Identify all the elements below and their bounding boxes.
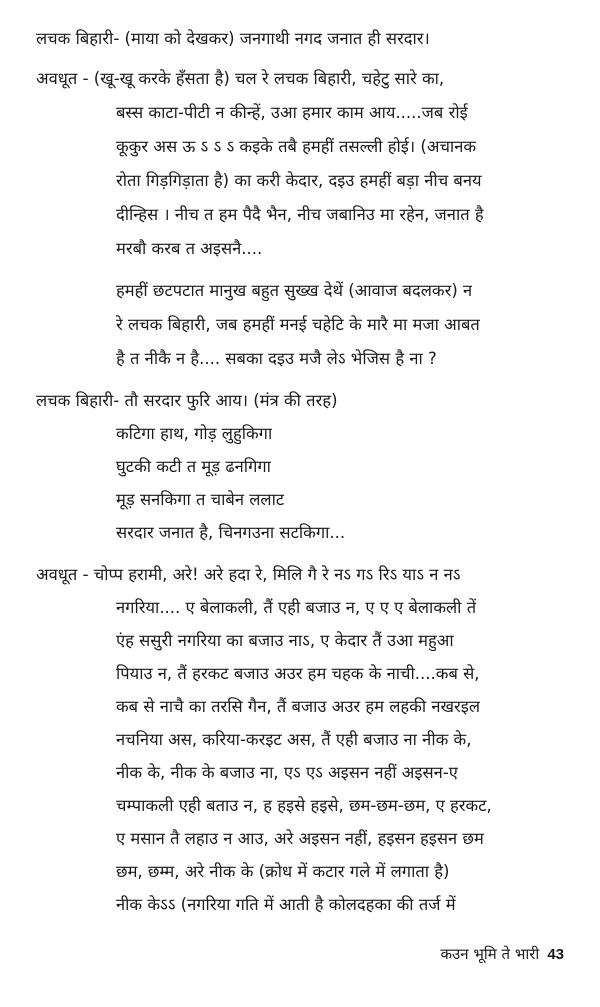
text-line: कब से नाचै का तरसि गैन, तैं बजाउ अउर हम लहकी नखरइल bbox=[116, 697, 481, 716]
page-number: 43 bbox=[547, 946, 564, 963]
text-line: सरदार जनात है, चिनगउना सटकिगा... bbox=[116, 523, 346, 542]
text-line: हमहीं छटपटात मानुख बहुत सुख्ख देथें (आवाज बदलकर) न bbox=[116, 281, 473, 300]
text-line: नीक केऽऽ (नगरिया गति में आती है कोलदहका की तर्ज में bbox=[116, 895, 456, 914]
text-line: रे लचक बिहारी, जब हमहीं मनई चहेटि के मारै मा मजा आबत bbox=[116, 315, 480, 334]
text-line: ए मसान तै लहाउ न आउ, अरे अइसन नहीं, हइसन हइसन छम bbox=[116, 829, 484, 848]
text-line: अवधूत - (खू-खू करके हँसता है) चल रे लचक बिहारी, चहेटु सारे का, bbox=[36, 69, 445, 88]
text-line: अवधूत - चोप्प हरामी, अरे! अरे हदा रे, मिलि गै रे नऽ गऽ रिऽ याऽ न नऽ bbox=[36, 565, 461, 584]
text-line: दीन्हिस । नीच त हम पैदै भैन, नीच जबानिउ मा रहेन, जनात है bbox=[116, 205, 484, 224]
text-line: चम्पाकली एही बताउ न, ह हइसे हइसे, छम-छम-छम, ए हरकट, bbox=[116, 796, 492, 815]
text-line: रोता गिड़गिड़ाता है) का करी केदार, दइउ हमहीं बड़ा नीच बनय bbox=[116, 171, 482, 190]
text-line: लचक बिहारी- तौ सरदार फुरि आय। (मंत्र की तरह) bbox=[36, 391, 338, 410]
text-line: है त नीकै न है.... सबका दइउ मजै लेऽ भेजिस है ना ? bbox=[116, 349, 437, 368]
text-line: बस्स काटा-पीटी न कीन्हें, उआ हमार काम आय.....जब रोई bbox=[116, 103, 468, 122]
running-title: कउन भूमि ते भारी bbox=[440, 945, 540, 963]
text-line: नगरिया.... ए बेलाकली, तैं एही बजाउ न, ए ए ए बेलाकली तें bbox=[116, 598, 477, 617]
page-footer bbox=[441, 944, 564, 965]
text-line: कूकुर अस ऊ ऽ ऽ ऽ कइके तबै हमहीं तसल्ली होई। (अचानक bbox=[116, 137, 477, 156]
text-line: पियाउ न, तैं हरकट बजाउ अउर हम चहक के नाची....कब से, bbox=[116, 664, 480, 683]
text-line: घुटकी कटी त मूड़ ढनगिगा bbox=[116, 457, 271, 476]
text-line: मूड़ सनकिगा त चाबेन ललाट bbox=[116, 490, 285, 509]
text-line: कटिगा हाथ, गोड़ लुहुकिगा bbox=[116, 424, 273, 443]
text-line: लचक बिहारी- (माया को देखकर) जनगाथी नगद जनात ही सरदार। bbox=[36, 29, 430, 48]
text-line: एंह ससुरी नगरिया का बजाउ नाऽ, ए केदार तैं उआ महुआ bbox=[116, 631, 454, 650]
text-line: छम, छम्म, अरे नीक के (क्रोध में कटार गले में लगाता है) bbox=[116, 862, 450, 881]
text-line: मरबौ करब त अइसनै.... bbox=[116, 239, 263, 258]
text-line: नचनिया अस, करिया-करइट अस, तैं एही बजाउ ना नीक के, bbox=[116, 730, 472, 749]
text-line: नीक के, नीक के बजाउ ना, एऽ एऽ अइसन नहीं अइसन-ए bbox=[116, 763, 458, 782]
